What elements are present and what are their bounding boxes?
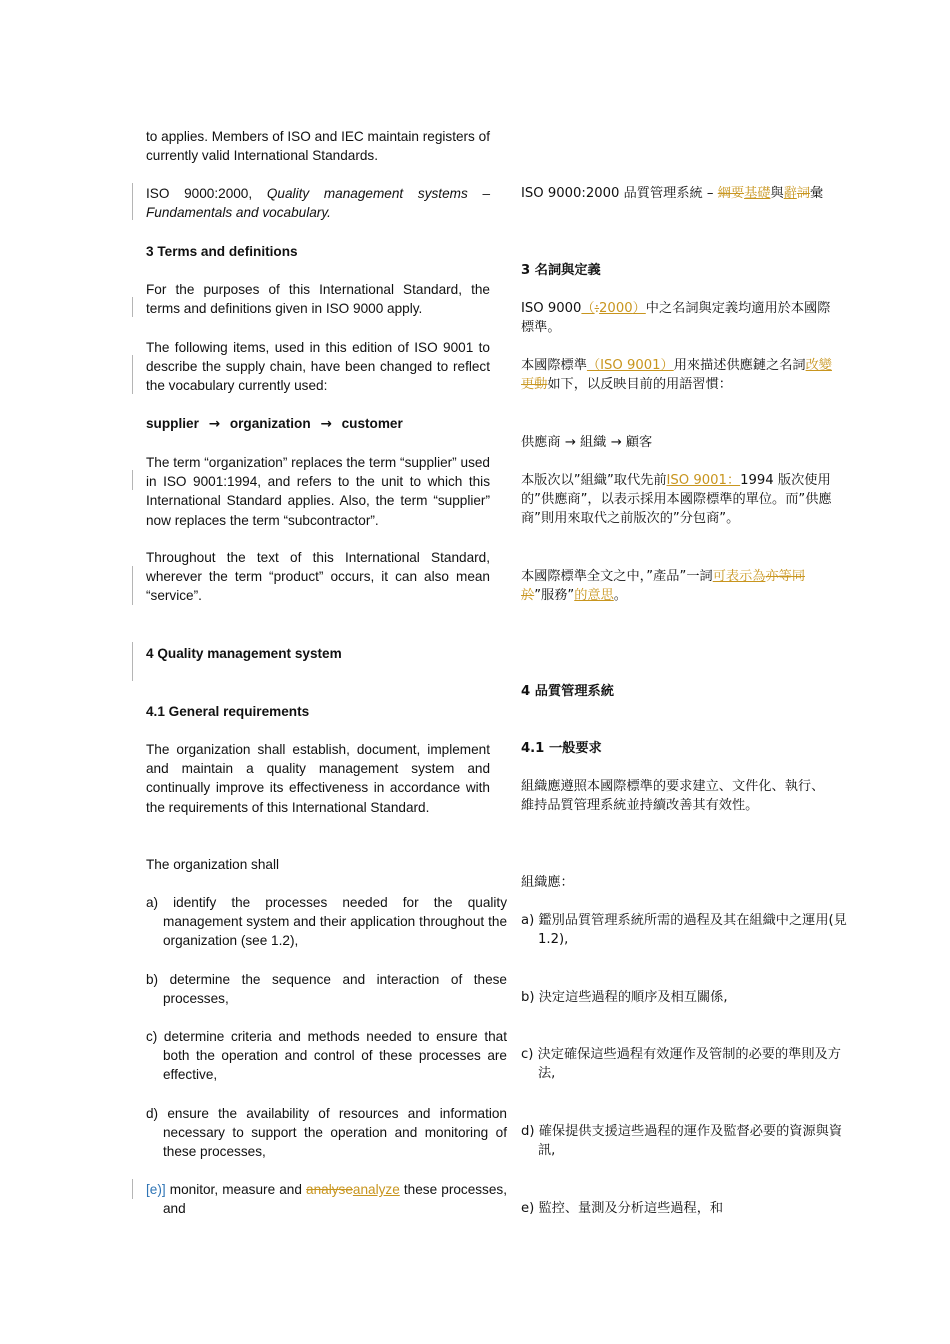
heading-4-zh: 4 品質管理系統 [521, 684, 614, 699]
list-item-d: d) ensure the availability of resources and information necessary to support the operation and monitoring of these processes, [146, 1106, 507, 1160]
deleted-text: : [594, 301, 600, 316]
chain-organization: organization [229, 416, 311, 431]
paragraph-establish-zh: 組織應遵照本國際標準的要求建立、文件化、執行、維持品質管理系統並持續改善其有效性。 [521, 779, 825, 814]
inserted-text: analyze [352, 1182, 400, 1197]
list-item-d-zh: d) 確保提供支援這些過程的運作及監督必要的資源與資訊, [521, 1124, 843, 1159]
inserted-text: 可表示為 [712, 569, 766, 584]
paragraph-term-organization: The term “organization” replaces the term “supplier” used in ISO 9001:1994, and refers to the unit to which this International Standard applies. Also, the term “supplier” now replaces the term “subcontractor”. [146, 455, 490, 528]
change-bar [132, 355, 133, 394]
deleted-text: 亦等同於 [521, 569, 806, 604]
arrow-right-icon: → [320, 416, 332, 432]
list-item-e-zh: e) 監控、量測及分析這些過程，和 [521, 1201, 724, 1216]
supply-chain-line-zh: 供應商 → 組織 → 顧客 [521, 435, 653, 450]
list-item-b-zh: b) 決定這些過程的順序及相互關係, [521, 990, 728, 1005]
deleted-text: 更動 [521, 377, 548, 393]
paragraph-establish: The organization shall establish, document, implement and maintain a quality management system and continually improve its effectiveness in accordance with the requirements of this International Standard. [146, 742, 490, 815]
paragraph-following: The following items, used in this edition of ISO 9001 to describe the supply chain, have been changed to reflect the vocabulary currently used: [146, 340, 490, 394]
paragraph-following-zh: 本國際標準（ISO 9001）用來描述供應鏈之名詞改變更動如下，以反映目前的用語習慣： [521, 358, 832, 393]
reference-iso9000-zh: ISO 9000:2000 品質管理系統 – 綱要基礎與辭詞彙 [521, 186, 824, 201]
list-item-c-zh: c) 決定確保這些過程有效運作及管制的必要的準則及方法, [521, 1047, 841, 1082]
heading-4-1: 4.1 General requirements [146, 704, 310, 719]
deleted-text: 綱要 [717, 186, 745, 201]
paragraph-intro: to applies. Members of ISO and IEC maintain registers of currently valid International Standards. [146, 129, 490, 164]
inserted-text: ISO 9001： [666, 473, 741, 488]
paragraph-term-organization-zh: 本版次以”組織”取代先前ISO 9001：1994 版次使用的”供應商”，以表示採用本國際標準的單位。而”供應商”則用來取代之前版次的”分包商”。 [521, 473, 832, 527]
arrow-right-icon: → [208, 416, 221, 432]
chain-supplier: supplier [146, 416, 199, 431]
change-bar [132, 1179, 133, 1199]
inserted-text: 改變 [805, 358, 832, 373]
change-bar [132, 183, 133, 220]
paragraph-terms-zh: ISO 9000（:2000）中之名詞與定義均適用於本國際標準。 [521, 301, 831, 336]
reference-title: Quality management systems – Fundamentals and vocabulary. [146, 186, 490, 221]
list-item-b: b) determine the sequence and interaction of these processes, [146, 972, 507, 1007]
list-item-a-zh: a) 鑑別品質管理系統所需的過程及其在組織中之運用(見 1.2), [521, 913, 847, 948]
change-bar [132, 470, 133, 490]
reference-code: ISO 9000:2000, [146, 186, 253, 201]
deleted-text: analyse [306, 1182, 353, 1197]
inserted-text: 的意思 [574, 588, 614, 604]
list-item-e: [e)] monitor, measure and analyseanalyze these processes, and [146, 1182, 507, 1217]
list-item-a: a) identify the processes needed for the quality management system and their application throughout the organization (see 1.2), [146, 895, 507, 949]
change-bar [132, 297, 133, 317]
heading-3-zh: 3 名詞與定義 [521, 263, 601, 278]
inserted-text: 基礎 [744, 186, 771, 201]
heading-4-1-zh: 4.1 一般要求 [521, 741, 602, 756]
inserted-text: 2000 [599, 301, 633, 316]
heading-4: 4 Quality management system [146, 646, 342, 661]
paragraph-throughout: Throughout the text of this International Standard, wherever the term “product” occurs, it can also mean “service”. [146, 550, 490, 604]
change-bar [132, 642, 133, 681]
paragraph-org-shall: The organization shall [146, 857, 279, 872]
inserted-text: 辭 [783, 186, 797, 201]
inserted-text: （ISO 9001） [586, 358, 674, 373]
heading-3: 3 Terms and definitions [146, 244, 298, 259]
paragraph-org-shall-zh: 組織應： [521, 875, 574, 890]
revision-marker: [e)] [146, 1182, 166, 1197]
deleted-text: 詞 [796, 186, 811, 201]
paragraph-throughout-zh: 本國際標準全文之中，”產品”一詞可表示為亦等同於”服務”的意思。 [521, 569, 806, 604]
inserted-text: （ [581, 301, 595, 316]
paragraph-terms: For the purposes of this International Standard, the terms and definitions given in ISO 9000 apply. [146, 282, 490, 317]
inserted-text: ） [632, 301, 646, 316]
chain-customer: customer [341, 416, 403, 431]
reference-iso9000 [146, 184, 490, 222]
change-bar [132, 566, 133, 605]
list-item-c: c) determine criteria and methods needed to ensure that both the operation and control of these processes are effective, [146, 1029, 507, 1083]
supply-chain-line [146, 414, 490, 434]
